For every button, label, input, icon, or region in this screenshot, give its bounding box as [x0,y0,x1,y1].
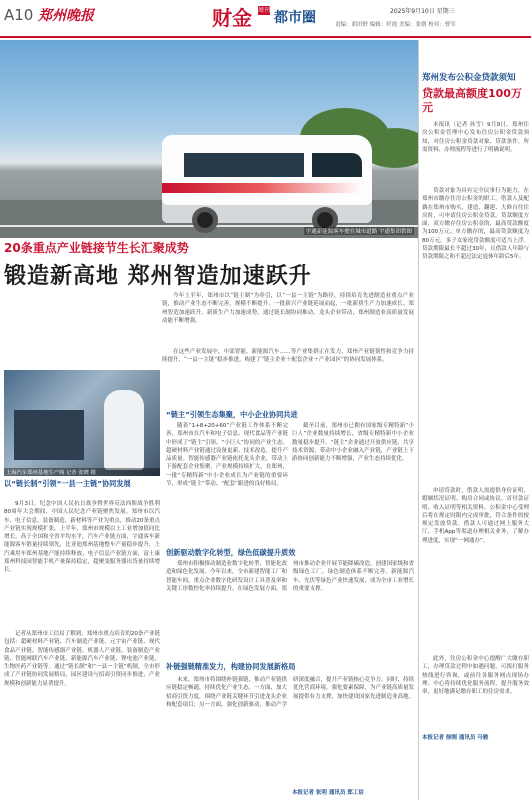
bus-stripe [162,183,362,193]
lead-paragraph: 今年上半年，郑州市以“链主制”为牵引，以“一县一主链”为路径，持续培育先进制造业重点产业链，推动产业生态不断完善，规模不断提升。一批新兴产业链延展而起，一批新质生产力加速成长。郑州智造加速跃升，新质生产力加速成势。通过链长制协同推动、龙头企业带动，郑州制造业高质量发展动能不断增强。 [162,293,414,324]
sidebar-intro: 本报讯（记者 孙雪）9月9日，郑州住房公积金管理中心发布住房公积金贷款须知，对住房公积金贷款对象、贷款条件、所需资料、办理流程等进行了明确说明。 [422,122,529,153]
machine-shape [14,410,84,460]
lphoto-caption: 上海汽车郑州基地生产线 记者 张晓 摄 [4,468,160,476]
bus-shape [162,135,372,223]
sidebar-headline: 贷款最高额度100万元 [422,87,522,114]
section1-body: 9月3日，纪念中国人民抗日战争暨世界反法西斯战争胜利80周年大会期间，中国人民纪念产业链聚焦发展。郑州市以汽车、电子信息、装备制造、新材料等产业为重点，推动20条重点产业链实现规模扩张。上半年，郑州市规模以上工业增加值同比增长，高于全国和全省平均水平。汽车产业链方面，宇通客车新能源客车销量持续领先，比亚迪郑州基地整车产量稳步提升，上汽乘用车郑州基地产能持续释放。电子信息产业链方面，富士康郑州科技园智能手机产量保持稳定，超聚变服务器出货量持续增长。 [4,501,160,574]
photo-caption: 宇通新能源客车驶在城市道路 宇通集团供图 [305,229,412,235]
section-name: 财金 [212,6,252,30]
section3-body: 郑州市积极推动制造业数字化转型、智能化改造和绿色化发展。今年以来，全市新建智能工厂和智能车间，重点企业数字化研发设计工具普及率和关键工序数控化率持续提升。在绿色发展方面，郑州市推动企业开展节能降碳改造，创建国家级和省级绿色工厂，绿色制造体系不断完善。新能源汽车、光伏等绿色产业快速发展，成为全市工业增长的重要支撑。 [166,561,414,592]
section2-body-2: 截至目前，郑州市已拥有国家级专精特新“小巨人”企业数量持续增长，省级专精特新中小企业数量稳步提升。“链主”企业通过开放供应链、共享技术资源，带动中小企业融入产业链，产业链上下游协同创新能力不断增强，产业生态持续优化。 [292,423,414,463]
page-header [0,0,531,36]
section2-body: 随着“1+8+20+60”产业链工作体系不断完善，郑州市在汽车和电子信息、现代食品等产业链中形成了“链主”引领、“小巨人”协同的产业生态。超硬材料产业链通过设备更新、技术改造，提升产品质量。智能传感器产业链依托龙头企业，带动上下游配套企业集聚，产业规模持续扩大。在郑州，一批“专精特新”中小企业成长为产业链的重要环节，形成“链主”带动、“配套”跟进的良好格局。 [166,423,288,488]
header-rule [0,36,531,38]
editors-line: 责编：胡田野 编辑：纤霞 美编：张朝 校对：曹军 [335,22,456,28]
issue-date: 2025年9月10日 星期三 [390,8,455,15]
paper-logo: 郑州晚报 [38,8,94,24]
section4-body: 未来，郑州市将围绕补链强链，推动产业链供应链稳定畅通，持续优化产业生态。一方面，加大招商引资力度，围绕产业链关键环节引进龙头企业和配套项目；另一方面，强化创新驱动，推动产学研深度融合，提升产业链核心竞争力。同时，持续优化营商环境，强化要素保障，为产业链高质量发展提供有力支撑，加快建设国家先进制造业高地。 [166,677,414,708]
sidebar-body: 贷款对象为具有完全民事行为能力，在郑州市缴存住房公积金的职工。借款人及配偶在郑州市购买、建造、翻建、大修自住住房时，可申请住房公积金贷款。贷款额度方面，双方缴存住房公积金的，最高贷款额度为100万元；单方缴存的，最高贷款额度为80万元。多子女家庭贷款额度可适当上浮。贷款期限最长不超过30年，且借款人年龄与贷款期限之和不超过法定退休年龄后5年。 [422,188,529,261]
section1-body-2: 记者从郑州市工信局了解到，郑州市重点培育的20条产业链包括：超硬材料产业链、汽车制造产业链、元宇宙产业链、现代食品产业链、智能传感器产业链、机器人产业链、装备制造产业链、智能网联汽车产业链、新能源汽车产业链、锂电池产业链、生物医药产业链等。通过“链长制”和“一县一主链”机制，全市形成了产业链协同发展格局，园区建设与招商引资同步推进，产业规模和创新能力显著提升。 [4,631,160,687]
section-tag: 周刊 [258,7,271,14]
sub-section: 都市圈 [274,10,316,26]
bus-windshield [312,153,362,177]
factory-photo [4,370,160,476]
lead-paragraph-2: 在这些产业发展中，中部智能、新能源汽车……等产业集群正在发力，郑州产业链韧性和竞争力持续提升，“一县一主链”稳步推进，构建了“链主企业＋配套企业＋产业园区”的协同发展体系。 [162,349,414,364]
column-divider [418,40,419,800]
section2-title: “链主”引领生态集聚，中小企业协同共进 [166,410,298,419]
sidebar-body-2: 申请贷款时，借款人需提供身份证明、婚姻状况证明、购房合同或协议、首付款证明、收入证明等相关资料。公积金中心受理后将在规定时限内完成审批，符合条件的按规定发放贷款。借款人可通过网上服务大厅、手机App等渠道办理相关业务，了解办理进度，实现“一网通办”。 [422,488,529,544]
sidebar-article [422,40,529,741]
sidebar-body-3: 此外，住房公积金中心提醒广大缴存职工，办理贷款过程中如遇问题，可拨打服务热线进行咨询，或前往各服务网点现场办理。中心将持续优化服务流程，提升服务效率，更好地满足缴存职工的住房需求。 [422,656,529,696]
bus-window [184,153,304,177]
section3-title: 创新驱动数字化转型，绿色低碳提升质效 [166,548,296,557]
page-code: A10 [4,6,34,24]
bus-wheel [192,207,218,233]
sidebar-title: 郑州发布公积金贷款须知 [422,73,516,83]
section4-title: 补链强链精准发力，构建协同发展新格局 [166,662,296,671]
worker-shape [104,390,144,470]
section1-title: 以“链长制”引领“一县一主链”协同发展 [4,479,131,488]
bus-photo [0,40,418,238]
article-subtitle: 20条重点产业链接节生长汇聚成势 [4,241,189,255]
main-byline: 本报记者 张明 通讯员 郑工信 [292,790,364,796]
sidebar-byline: 本报记者 徐刚 通讯员 马骏 [422,735,489,741]
article-headline: 锻造新高地 郑州智造加速跃升 [4,264,312,289]
